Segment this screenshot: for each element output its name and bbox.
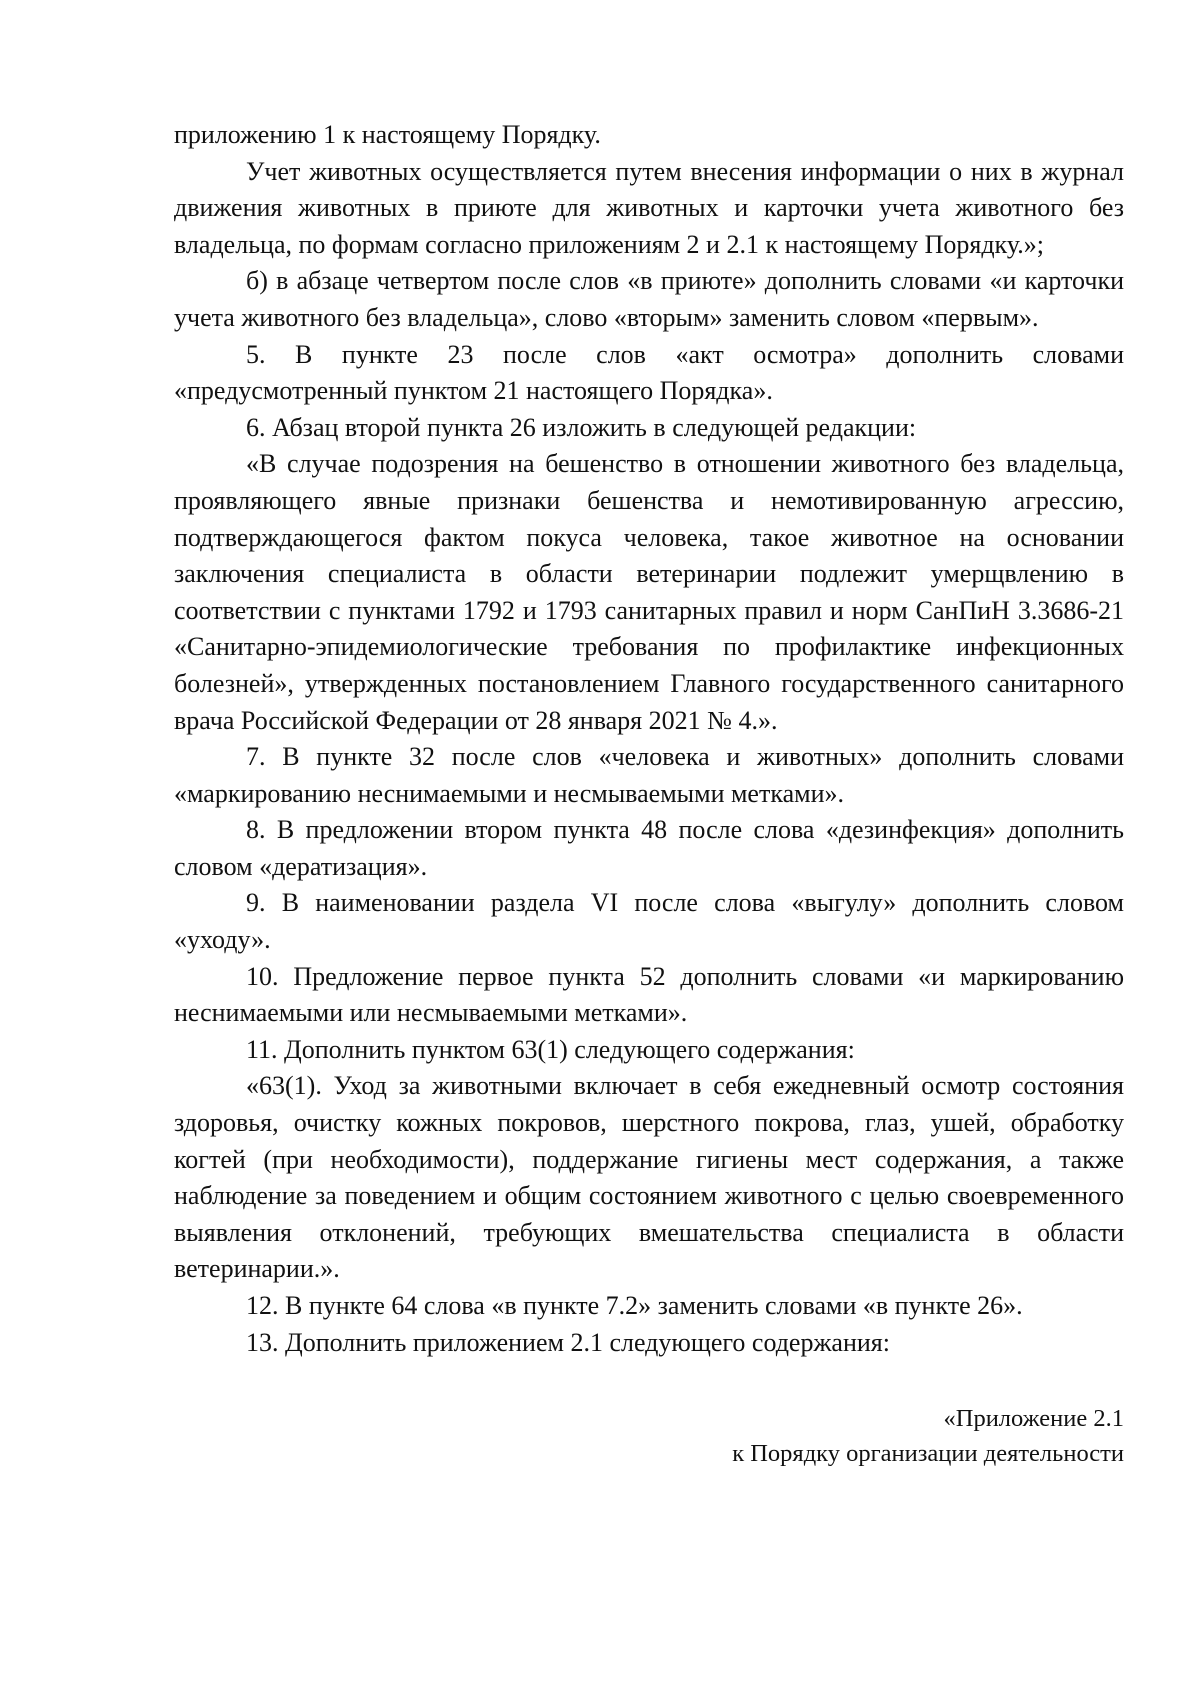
appendix-title: «Приложение 2.1: [943, 1405, 1124, 1433]
appendix-header: [174, 1401, 1124, 1471]
paragraph-item-6: 6. Абзац второй пункта 26 изложить в следующей редакции:: [246, 412, 917, 442]
paragraph-item-5: 5. В пункте 23 после слов «акт осмотра» дополнить словами «предусмотренный пунктом 21 настоящего Порядка».: [174, 339, 1124, 406]
paragraph-item-8: 8. В предложении втором пункта 48 после слова «дезинфекция» дополнить словом «дератизация».: [174, 815, 1124, 881]
paragraph-rabies-quote: «В случае подозрения на бешенство в отношении животного без владельца, проявляющего явные признаки бешенства и немотивированную агрессию, подтверждающегося фактом покуса человека, такое животное на основании заключения специалиста в области ветеринарии подлежит умерщвлению в соответствии с пунктами 1792 и 1793 санитарных правил и норм СанПиН 3.3686-21 «Санитарно-эпидемиологические требования по профилактике инфекционных болезней», утвержденных постановлением Главного государственного санитарного врача Российской Федерации от 28 января 2021 № 4.».: [174, 449, 1124, 735]
paragraph-care-quote: «63(1). Уход за животными включает в себя ежедневный осмотр состояния здоровья, очистку кожных покровов, шерстного покрова, глаз, ушей, обработку когтей (при необходимости), поддержание гигиены мест содержания, а также наблюдение за поведением и общим состоянием животного с целью своевременного выявления отклонений, требующих вмешательства специалиста в области ветеринарии.».: [174, 1071, 1124, 1284]
paragraph-item-b: б) в абзаце четвертом после слов «в приюте» дополнить словами «и карточки учета животного без владельца», слово «вторым» заменить словом «первым».: [174, 266, 1124, 332]
paragraph-continuation: приложению 1 к настоящему Порядку.: [174, 120, 601, 149]
paragraph-item-10: 10. Предложение первое пункта 52 дополнить словами «и маркированию неснимаемыми или несмываемыми метками».: [174, 961, 1124, 1028]
paragraph-item-12: 12. В пункте 64 слова «в пункте 7.2» заменить словами «в пункте 26».: [246, 1291, 1023, 1320]
paragraph-item-7: 7. В пункте 32 после слов «человека и животных» дополнить словами «маркированию неснимаемыми и несмываемыми метками».: [174, 742, 1124, 808]
appendix-subtitle: к Порядку организации деятельности: [732, 1440, 1124, 1468]
document-body: [174, 117, 1124, 1471]
paragraph-item-11: 11. Дополнить пунктом 63(1) следующего содержания:: [246, 1034, 855, 1064]
paragraph-animal-accounting: Учет животных осуществляется путем внесения информации о них в журнал движения животных в приюте для животных и карточки учета животного без владельца, по формам согласно приложениям 2 и 2.1 к настоящему Порядку.»;: [174, 156, 1124, 259]
paragraph-item-13: 13. Дополнить приложением 2.1 следующего содержания:: [246, 1327, 890, 1357]
paragraph-item-9: 9. В наименовании раздела VI после слова «выгулу» дополнить словом «уходу».: [174, 888, 1124, 955]
